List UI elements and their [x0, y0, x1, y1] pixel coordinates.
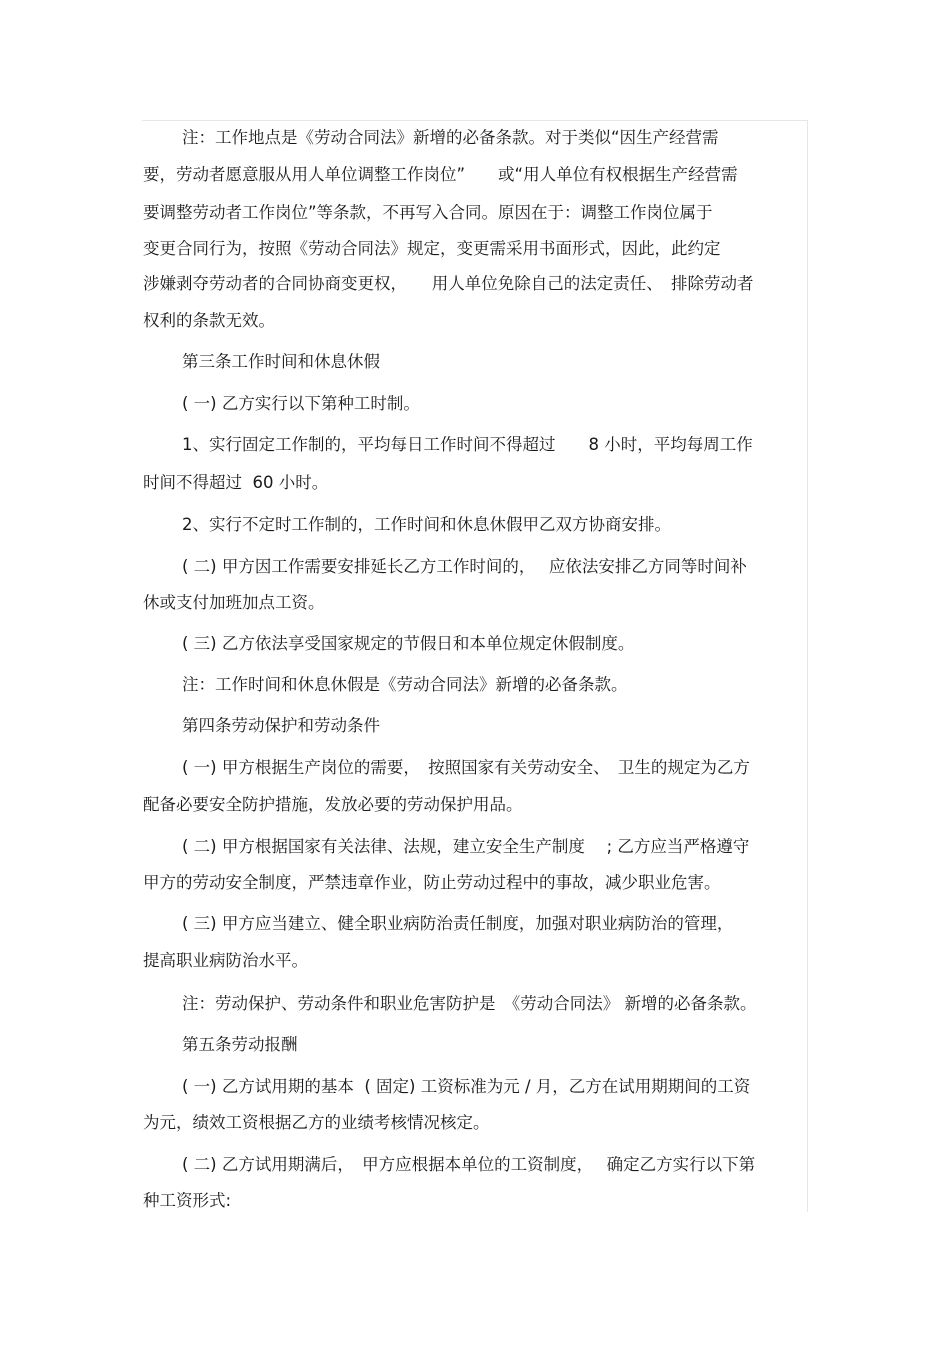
text-line: 配备必要安全防护措施，发放必要的劳动保护用品。 [143, 795, 523, 814]
text-line: 为元，绩效工资根据乙方的业绩考核情况核定。 [143, 1113, 490, 1132]
text-line: 涉嫌剥夺劳动者的合同协商变更权， 用人单位免除自己的法定责任、 排除劳动者 [143, 274, 754, 293]
text-line: 提高职业病防治水平。 [143, 951, 308, 970]
text-line: 注：劳动保护、劳动条件和职业危害防护是 《劳动合同法》 新增的必备条款。 [182, 994, 757, 1013]
text-line: 种工资形式: [143, 1191, 232, 1210]
text-line: ( 三) 乙方依法享受国家规定的节假日和本单位规定休假制度。 [182, 634, 635, 653]
text-line: 2、实行不定时工作制的，工作时间和休息休假甲乙双方协商安排。 [182, 515, 671, 534]
text-line: 要，劳动者愿意服从用人单位调整工作岗位” 或“用人单位有权根据生产经营需 [143, 165, 738, 184]
text-line: ( 二) 甲方根据国家有关法律、法规，建立安全生产制度 ; 乙方应当严格遵守 [182, 837, 750, 856]
text-line: ( 二) 甲方因工作需要安排延长乙方工作时间的， 应依法安排乙方同等时间补 [182, 557, 747, 576]
text-line: 1、实行固定工作制的，平均每日工作时间不得超过 8 小时，平均每周工作 [182, 435, 753, 454]
text-line: ( 二) 乙方试用期满后， 甲方应根据本单位的工资制度， 确定乙方实行以下第 [182, 1155, 756, 1174]
text-line: 变更合同行为，按照《劳动合同法》规定，变更需采用书面形式，因此，此约定 [143, 239, 721, 258]
text-line: ( 三) 甲方应当建立、健全职业病防治责任制度，加强对职业病防治的管理， [182, 914, 734, 933]
text-line: 甲方的劳动安全制度，严禁违章作业，防止劳动过程中的事故，减少职业危害。 [143, 873, 721, 892]
text-line: ( 一) 甲方根据生产岗位的需要， 按照国家有关劳动安全、 卫生的规定为乙方 [182, 758, 750, 777]
text-line: 休或支付加班加点工资。 [143, 593, 325, 612]
text-line: 注：工作地点是《劳动合同法》新增的必备条款。对于类似“因生产经营需 [182, 128, 719, 147]
text-line: ( 一) 乙方实行以下第种工时制。 [182, 394, 420, 413]
section-heading: 第四条劳动保护和劳动条件 [182, 716, 380, 735]
text-line: 时间不得超过 60 小时。 [143, 473, 329, 492]
section-heading: 第三条工作时间和休息休假 [182, 352, 380, 371]
text-line: ( 一) 乙方试用期的基本 ( 固定) 工资标准为元 / 月，乙方在试用期期间的工资 [182, 1077, 751, 1096]
section-heading: 第五条劳动报酬 [182, 1035, 298, 1054]
text-line: 要调整劳动者工作岗位”等条款，不再写入合同。原因在于：调整工作岗位属于 [143, 203, 713, 222]
text-line: 注：工作时间和休息休假是《劳动合同法》新增的必备条款。 [182, 675, 628, 694]
text-line: 权利的条款无效。 [143, 311, 275, 330]
